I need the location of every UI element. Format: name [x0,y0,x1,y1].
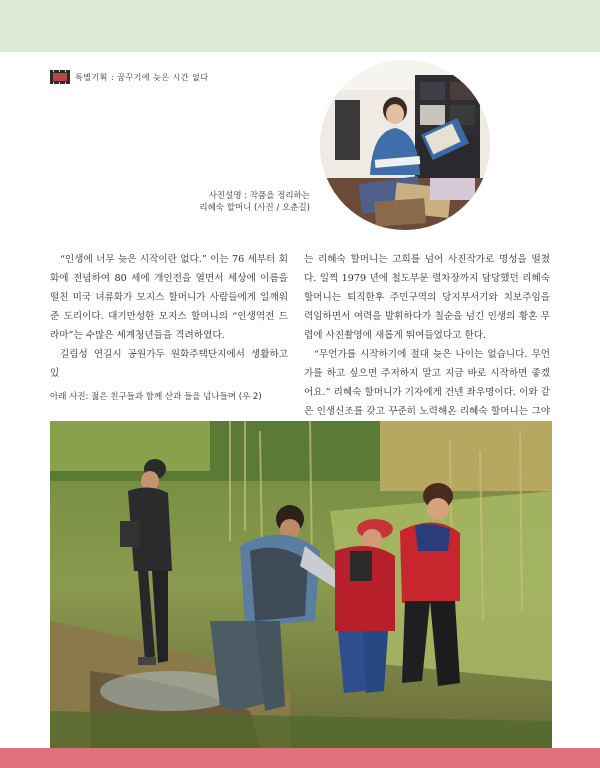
article-left-column [50,250,288,383]
bottom-color-band [0,748,600,768]
article-paragraph: “인생에 너무 늦은 시작이란 없다.” 이는 76 세부터 회화에 전념하여 80 세에 개인전을 열면서 세상에 이름을 떨친 미국 녀류화가 모지스 할머니가 사람들에게 일깨워준 도리이다. 대기만성한 모지스 할머니의 “인생역전 드라마”는 수많은 세계청년들을 격려하였다. [50,254,288,341]
article-right-column [304,250,550,440]
main-photo [50,421,552,748]
top-color-band [0,0,600,52]
circle-photo-caption [180,190,310,214]
circle-photo [320,60,490,230]
caption-line-1: 사진설명 : 작품을 정리하는 [208,191,310,201]
section-title: 특별기획 : 꿈꾸기에 늦은 시간 없다 [75,72,209,82]
main-photo-scene [50,421,552,748]
article-paragraph: 는 리혜숙 할머니는 고희를 넘어 사진작가로 명성을 떨쳤다. 일찍 1979 년에 철도부문 렬차장까지 담당했던 리혜숙 할머니는 퇴직한후 주민구역의 당지부서기와 치보주임을 력임하면서 여력을 발휘하다가 칠순을 넘긴 인생의 황혼 무렵에 사진촬영에 새롭게 뛰여들었다고 한다. [304,254,550,341]
circle-photo-scene [320,60,490,230]
caption-line-2: 리혜숙 할머니 (사진 / 오춘길) [199,203,310,213]
article-paragraph: 길림성 연길시 공원가두 원화주택단지에서 생활하고 있 [50,349,288,379]
article-paragraph: “무언가를 시작하기에 절대 늦은 나이는 없습니다. 무언가를 하고 싶으면 주저하지 말고 지금 바로 시작하면 좋겠어요.” 리혜숙 할머니가 기자에게 건넨 좌우명이다. 이와 같은 인생신조를 갖고 꾸준히 노력해온 리혜숙 할머니는 그야 [304,349,550,417]
section-header [50,69,209,85]
main-photo-caption: 아래 사진: 젊은 친구들과 함께 산과 들을 넘나들며 (우 2) [50,392,262,402]
film-strip-icon [50,70,70,84]
